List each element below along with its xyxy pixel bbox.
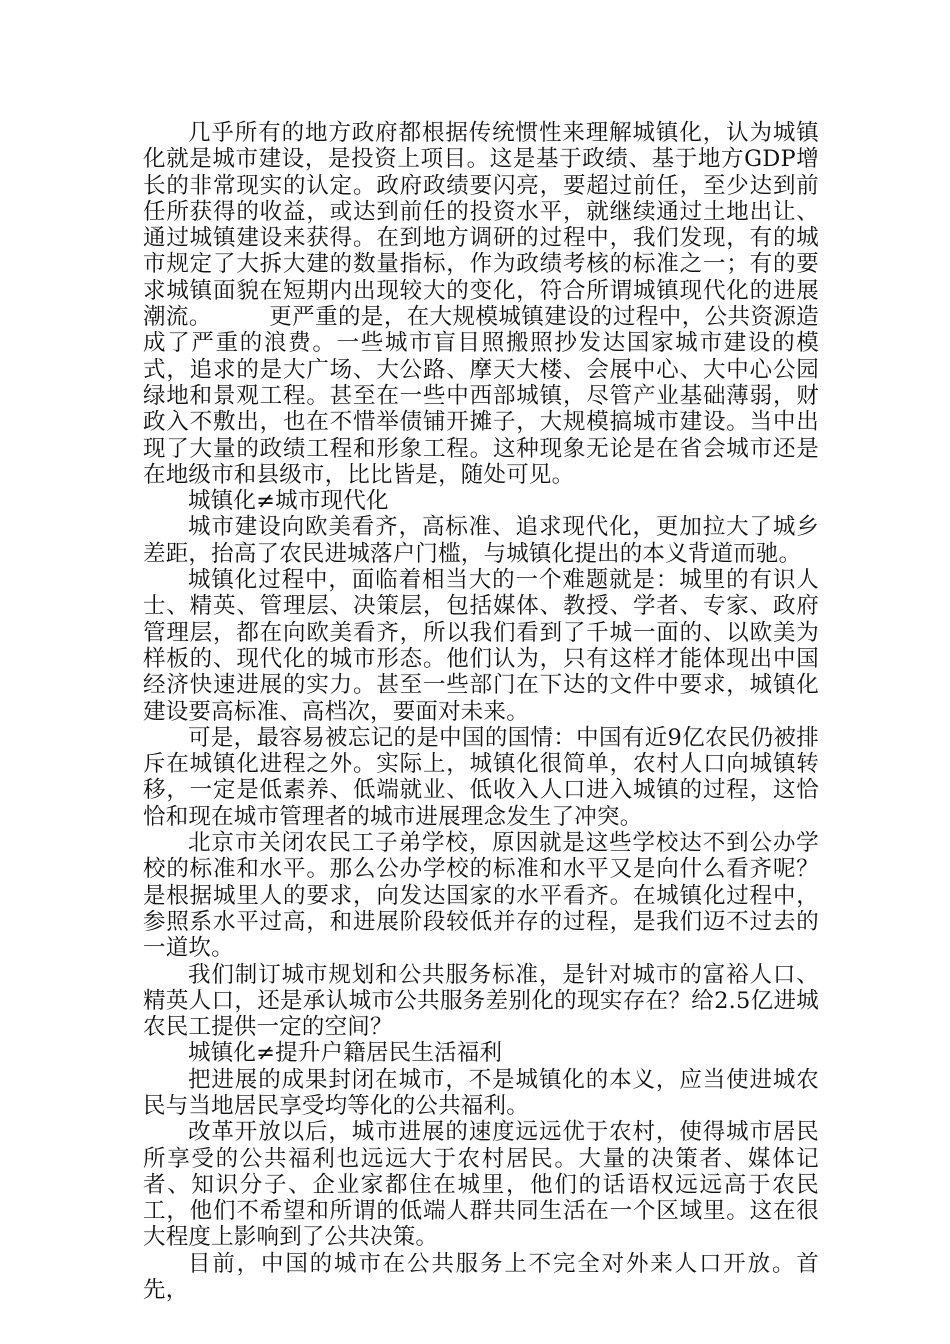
paragraph: 城市建设向欧美看齐，高标准、追求现代化，更加拉大了城乡差距，抬高了农民进城落户门槛，与城镇化提出的本义背道而驰。 <box>143 514 819 567</box>
section-heading: 城镇化≠提升户籍居民生活福利 <box>188 1040 503 1067</box>
paragraph: 几乎所有的地方政府都根据传统惯性来理解城镇化，认为城镇化就是城市建设，是投资上项目。这是基于政绩、基于地方GDP增长的非常现实的认定。政府政绩要闪亮，要超过前任，至少达到前任所获得的收益，或达到前任的投资水平，就继续通过土地出让、通过城镇建设来获得。在到地方调研的过程中，我们发现，有的城市规定了大拆大建的数量指标，作为政绩考核的标准之一；有的要求城镇面貌在短期内出现较大的变化，符合所谓城镇现代化的进展潮流。 更严重的是，在大规模城镇建设的过程中，公共资源造成了严重的浪费。一些城市盲目照搬照抄发达国家城市建设的模式，追求的是大广场、大公路、摩天大楼、会展中心、大中心公园绿地和景观工程。甚至在一些中西部城镇，尽管产业基础薄弱，财政入不敷出，也在不惜举债铺开摊子，大规模搞城市建设。当中出现了大量的政绩工程和形象工程。这种现象无论是在省会城市还是在地级市和县级市，比比皆是，随处可见。 <box>143 120 819 488</box>
paragraph: 目前，中国的城市在公共服务上不完全对外来人口开放。首先， <box>143 1250 819 1304</box>
paragraph: 北京市关闭农民工子弟学校，原因就是这些学校达不到公办学校的标准和水平。那么公办学校的标准和水平又是向什么看齐呢？是根据城里人的要求，向发达国家的水平看齐。在城镇化过程中，参照系水平过高，和进展阶段较低并存的过程，是我们迈不过去的一道坎。 <box>143 830 819 962</box>
paragraph: 把进展的成果封闭在城市，不是城镇化的本义，应当使进城农民与当地居民享受均等化的公共福利。 <box>143 1066 819 1119</box>
paragraph: 我们制订城市规划和公共服务标准，是针对城市的富裕人口、精英人口，还是承认城市公共服务差别化的现实存在？给2.5亿进城农民工提供一定的空间？ <box>143 961 819 1041</box>
paragraph: 改革开放以后，城市进展的速度远远优于农村，使得城市居民所享受的公共福利也远远大于农村居民。大量的决策者、媒体记者、知识分子、企业家都住在城里，他们的话语权远远高于农民工，他们不希望和所谓的低端人群共同生活在一个区域里。这在很大程度上影响到了公共决策。 <box>143 1119 819 1251</box>
paragraph: 可是，最容易被忘记的是中国的国情：中国有近9亿农民仍被排斥在城镇化进程之外。实际上，城镇化很简单，农村人口向城镇转移，一定是低素养、低端就业、低收入人口进入城镇的过程，这恰恰和现在城市管理者的城市进展理念发生了冲突。 <box>143 724 819 830</box>
document-body <box>143 120 819 1303</box>
paragraph: 城镇化过程中，面临着相当大的一个难题就是：城里的有识人士、精英、管理层、决策层，包括媒体、教授、学者、专家、政府管理层，都在向欧美看齐，所以我们看到了千城一面的、以欧美为样板的、现代化的城市形态。他们认为，只有这样才能体现出中国经济快速进展的实力。甚至一些部门在下达的文件中要求，城镇化建设要高标准、高档次，要面对未来。 <box>143 567 819 725</box>
section-heading: 城镇化≠城市现代化 <box>188 488 389 515</box>
